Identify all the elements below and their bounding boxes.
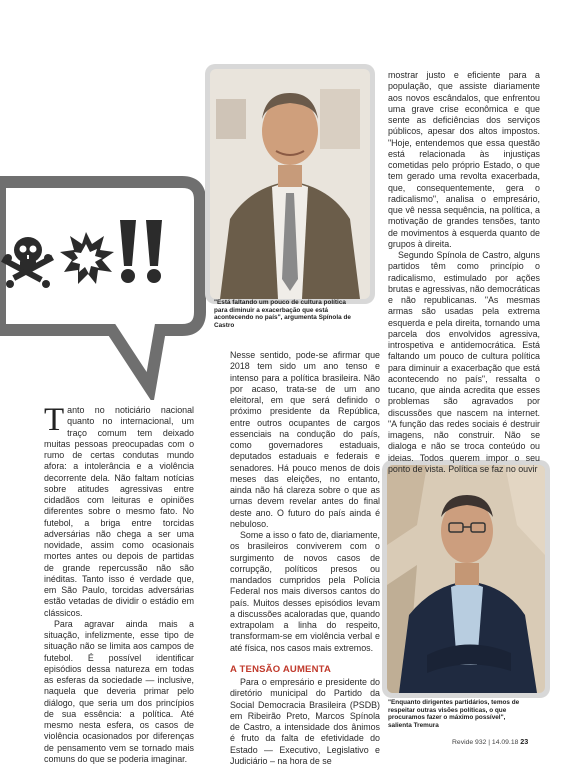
photo-spinola (210, 69, 370, 299)
col1-paragraph-1: Tanto no noticiário nacional quanto no internacional, um traço comum tem deixado muitas pessoas preocupadas com o rumo de certas condutas mundo afora: a intolerância e a violência decorrente dela. Não faltam notícias sobre atitudes agressivas entre cidadãos com leituras e opiniões diferentes sobre o mesmo fato. No futebol, a briga entre torcidas adversárias não chega a ser uma novidade, assim como ocasionais mortes antes ou depois de partidas de grande repercussão não são inéditas. Tanto isso é verdade que, em São Paulo, torcidas adversárias estão vetadas de dividir o estádio em clássicos. (44, 402, 194, 618)
page-number: 23 (520, 737, 529, 746)
photo-caption-2: "Enquanto dirigentes partidários, temos de respeitar outras visões políticas, o que procuramos fazer o máximo possível", salienta Tremura (388, 699, 520, 729)
col1-paragraph-2: Para agravar ainda mais a situação, infelizmente, esse tipo de situação não se limita aos campos de futebol. É possível identificar episódios dessa natureza em todas as esferas da sociedade — inclusive, naquela que deveria primar pelo diálogo, que seria um dos princípios de sua essência: a política. Até mesmo nesta esfera, os casos de violência ocasionados por diferenças de pensamento vem se tornado mais comuns do que se poderia imaginar. (44, 618, 194, 764)
photo-tremura (387, 465, 545, 693)
col2-paragraph-3: Para o empresário e presidente do diretório municipal do Partido da Social Democracia Brasileira (PSDB) em Ribeirão Preto, Marcos Spínola de Castro, a intensidade dos ânimos é fruto da falta de efetividade do Estado — Executivo, Legislativo e Judiciário – na hora de se (230, 677, 380, 766)
speech-bubble-shape (0, 182, 200, 388)
col2-paragraph-2: Some a isso o fato de, diariamente, os brasileiros conviverem com o surgimento de novos casos de corrupção, políticos presos ou mandados cumpridos pela Polícia Federal nos mais diversos cantos do país. Muitos desses episódios levam a discussões acaloradas que, quando extrapolam a linha do respeito, transformam-se em violência verbal e até física, nos casos mais extremos. (230, 530, 380, 653)
col3-paragraph-1: mostrar justo e eficiente para a população, que assiste diariamente aos novos escândalos, que enfrentou uma grave crise econômica e que sente as deficiências dos serviços públicos, apesar dos altos impostos. "Hoje, entendemos que essa questão está relacionada às injustiças cometidas pelo próprio Estado, o que tem gerado uma revolta exacerbada, que, consequentemente, gera o radicalismo", analisa o empresário, que vê nessa sequência, na política, a motivação de grandes tensões, tanto de movimentos à esquerda quanto de grupos à direita. (388, 70, 540, 249)
page-footer (452, 737, 528, 746)
photo-spinola-frame (205, 64, 375, 304)
speech-bubble-graphic (0, 170, 215, 400)
col3-paragraph-2: Segundo Spínola de Castro, alguns partidos têm como princípio o radicalismo, estimulado por ações brutas e agressivas, não democráticas e não republicanas. "As mesmas armas são usadas pela extrema esquerda e pela direita, tornando uma parcela dos envolvidos agressiva, introspetiva e antidemocrática. Está faltando um pouco de cultura política para diminuir a exacerbação que está acontecendo no país", ressalta o tucano, que ainda acredita que esses problemas são agravados por discussões que nascem na internet. "A função das redes sociais é destruir imagens, não construir. Não se dialoga e não se troca conteúdo ou ideias. Todos querem impor o seu ponto de vista. Política se faz no ouvir (388, 250, 540, 474)
article-column-2 (230, 350, 380, 767)
footer-magazine: Revide 932 | 14.09.18 (452, 739, 519, 746)
subheading: A TENSÃO AUMENTA (230, 663, 332, 675)
photo-tremura-frame (382, 460, 550, 698)
article-column-1 (44, 402, 194, 765)
drop-cap: T (44, 402, 65, 438)
col2-paragraph-1: Nesse sentido, pode-se afirmar que 2018 tem sido um ano tenso e intenso para a política brasileira. Não por acaso, trata-se de um ano eleitoral, em que será definido o próximo presidente da República, entre outros ocupantes de cargos essenciais na condução do país, como governadores estaduais, deputados estaduais e federais e senadores. Há pouco menos de dois meses das eleições, no entanto, ainda não há clareza sobre o que as urnas devem revelar antes do final deste ano. O futuro do país ainda é nebuloso. (230, 350, 380, 529)
photo-caption-1: "Está faltando um pouco de cultura política para diminuir a exacerbação que está acontecendo no país", argumenta Spínola de Castro (214, 299, 351, 329)
article-column-3 (388, 70, 540, 475)
